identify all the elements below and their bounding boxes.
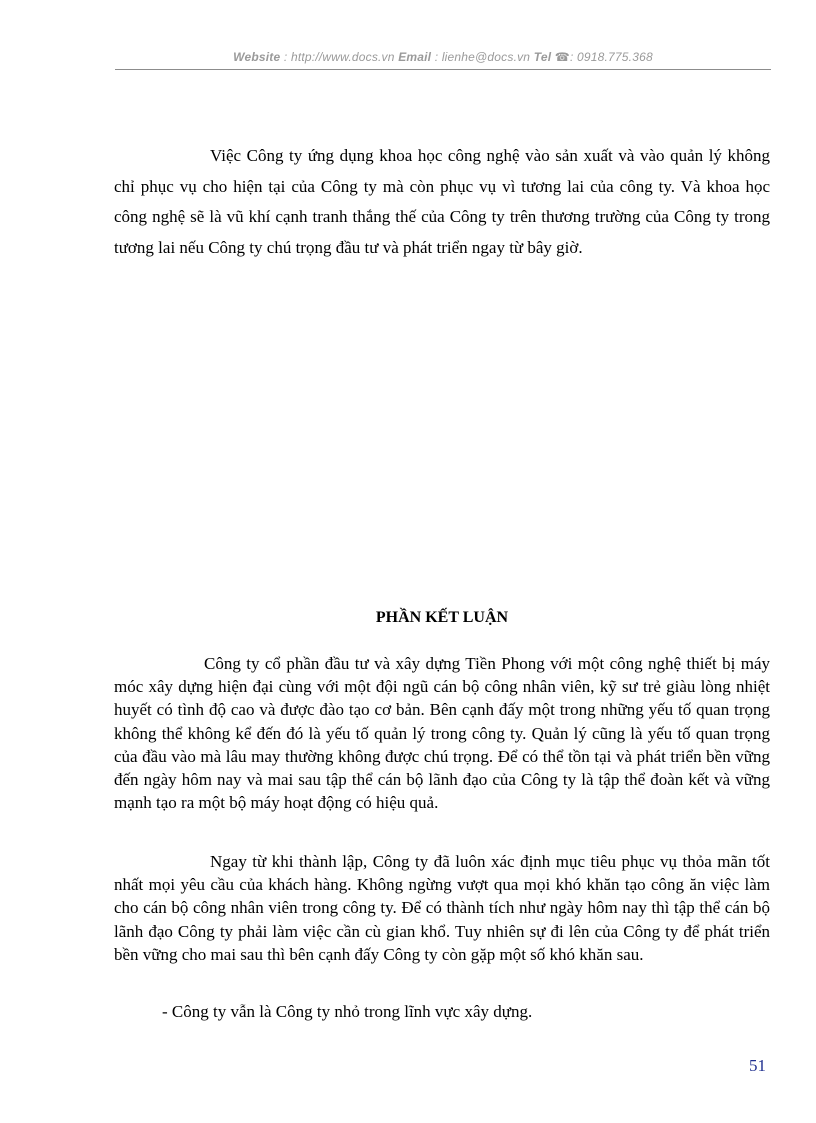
page-number: 51 [749,1056,766,1075]
paragraph-1: Việc Công ty ứng dụng khoa học công nghệ vào sản xuất và vào quản lý không chỉ phục vụ cho hiện tại của Công ty mà còn phục vụ vì tương lai của công ty. Và khoa học công nghệ sẽ là vũ khí cạnh tranh thắng thế của Công ty trên thương trường của Công ty trong tương lai nếu Công ty chú trọng đầu tư và phát triển ngay từ bây giờ. [114,146,770,257]
paragraph-2: Công ty cổ phần đầu tư và xây dựng Tiền Phong với một công nghệ thiết bị máy móc xây dựng hiện đại cùng với một đội ngũ cán bộ công nhân viên, kỹ sư trẻ giàu lòng nhiệt huyết có tình độ cao và được đào tạo cơ bản. Bên cạnh đấy một trong những yếu tố quan trọng không thể không kể đến đó là yếu tố quản lý trong công ty. Quản lý cũng là yếu tố quan trọng của đầu vào mà lâu may thường không được chú trọng. Để có thể tồn tại và phát triển bền vững đến ngày hôm nay và mai sau tập thể cán bộ lãnh đạo của Công ty là tập thể đoàn kết và vững mạnh tạo ra một bộ máy hoạt động có hiệu quả. [114,654,770,813]
section-title: PHẦN KẾT LUẬN [375,609,509,626]
email-value: : lienhe@docs.vn [434,50,531,64]
paragraph-3: Ngay từ khi thành lập, Công ty đã luôn xác định mục tiêu phục vụ thỏa mãn tốt nhất mọi yêu cầu của khách hàng. Không ngừng vượt qua mọi khó khăn tạo công ăn việc làm cho cán bộ công nhân viên trong công ty. Để có thành tích như ngày hôm nay thì tập thể cán bộ lãnh đạo Công ty phải làm việc cần cù gian khổ. Tuy nhiên sự đi lên của Công ty để phát triển bền vững cho mai sau thì bên cạnh đấy Công ty còn gặp một số khó khăn sau. [114,852,770,964]
email-label: Email [398,50,432,64]
bullet-item: - Công ty vẫn là Công ty nhỏ trong lĩnh vực xây dựng. [162,1002,533,1021]
tel-value: : 0918.775.368 [569,50,653,64]
website-label: Website [233,50,281,64]
page-header [115,50,771,64]
phone-icon: ☎ [554,50,570,64]
header-divider [115,69,771,70]
tel-label: Tel [533,50,552,64]
website-value: : http://www.docs.vn [283,50,395,64]
